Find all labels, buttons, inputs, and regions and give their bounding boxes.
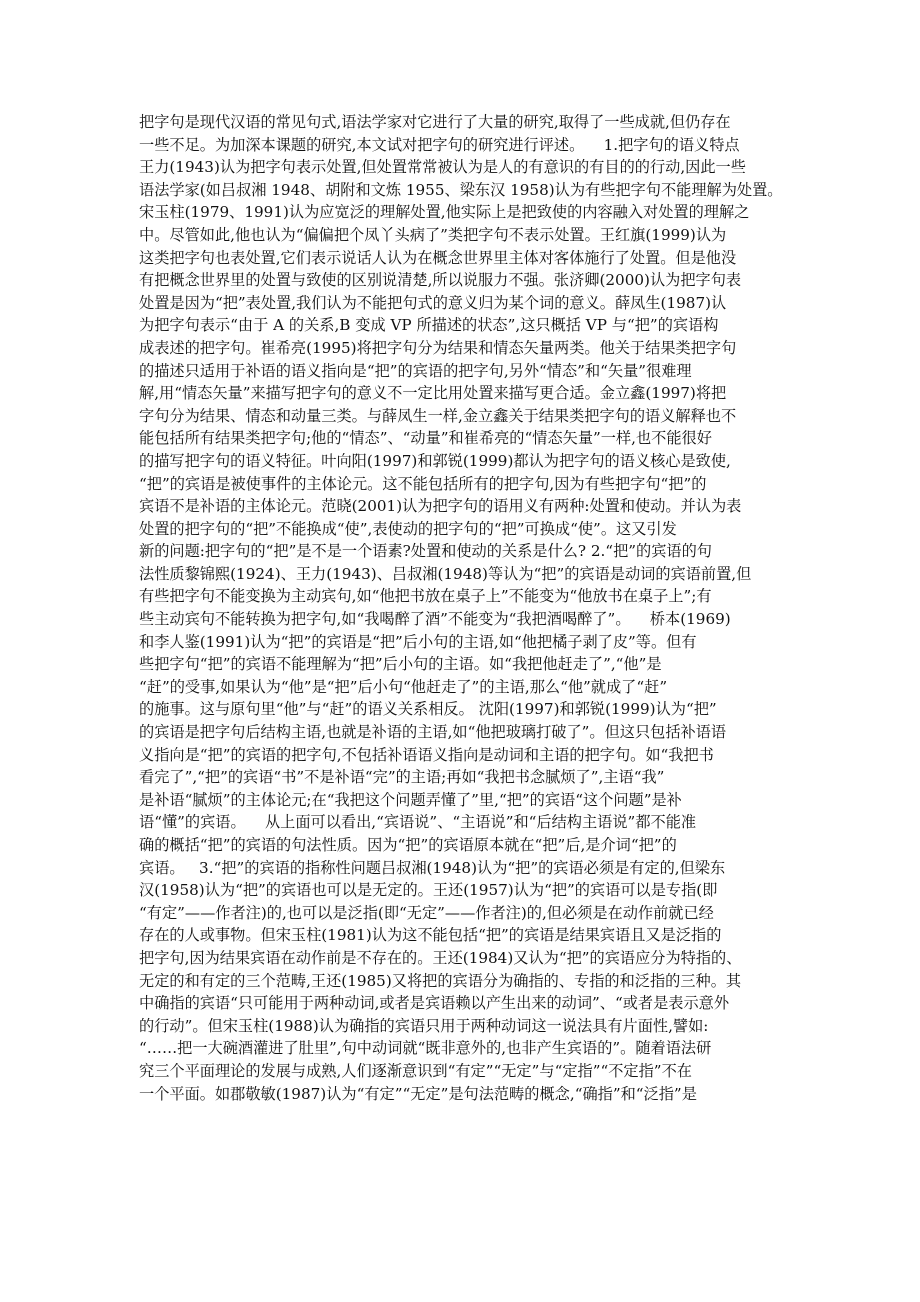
text-line: 字句分为结果、情态和动量三类。与薛凤生一样,金立鑫关于结果类把字句的语义解释也不 bbox=[139, 406, 737, 425]
text-line: 宋玉柱(1979、1991)认为应宽泛的理解处置,他实际上是把致使的内容融入对处置的理解之 bbox=[139, 203, 750, 222]
text-line: “赶”的受事,如果认为“他”是“把”后小句“他赶走了”的主语,那么“他”就成了“赶” bbox=[139, 677, 668, 696]
text-line: 究三个平面理论的发展与成熟,人们逐渐意识到“有定”“无定”与“定指”“不定指”不在 bbox=[139, 1061, 692, 1080]
text-line: 能包括所有结果类把字句;他的“情态”、“动量”和崔希亮的“情态矢量”一样,也不能很好 bbox=[139, 429, 712, 448]
text-line: 的施事。这与原句里“他”与“赶”的语义关系相反。 沈阳(1997)和郭锐(1999)认为“把” bbox=[139, 700, 717, 719]
text-line: “……把一大碗酒灌进了肚里”,句中动词就“既非意外的,也非产生宾语的”。随着语法研 bbox=[139, 1039, 712, 1058]
text-line: 的描述只适用于补语的语义指向是“把”的宾语的把字句,另外“情态”和“矢量”很难理 bbox=[139, 361, 692, 380]
text-line: 法性质黎锦熙(1924)、王力(1943)、吕叔湘(1948)等认为“把”的宾语是动词的宾语前置,但 bbox=[139, 564, 752, 583]
text-line: 语法学家(如吕叔湘 1948、胡附和文炼 1955、梁东汉 1958)认为有些把字句不能理解为处置。 bbox=[139, 180, 783, 199]
text-line: 一个平面。如郡敬敏(1987)认为“有定”“无定”是句法范畴的概念,“确指”和“泛指”是 bbox=[139, 1084, 697, 1103]
text-line: 看完了”,“把”的宾语“书”不是补语“完”的主语;再如“我把书念腻烦了”,主语“我” bbox=[139, 768, 665, 787]
body-text bbox=[139, 111, 789, 1105]
text-line: 中。尽管如此,他也认为“偏偏把个凤丫头病了”类把字句不表示处置。王红旗(1999)认为 bbox=[139, 225, 727, 244]
text-line: “把”的宾语是被使事件的主体论元。这不能包括所有的把字句,因为有些把字句“把”的 bbox=[139, 474, 707, 493]
text-line: “有定”——作者注)的,也可以是泛指(即“无定”——作者注)的,但必须是在动作前就已经 bbox=[139, 903, 714, 922]
text-line: 解,用“情态矢量”来描写把字句的意义不一定比用处置来描写更合适。金立鑫(1997)将把 bbox=[139, 384, 727, 403]
text-line: 这类把字句也表处置,它们表示说话人认为在概念世界里主体对客体施行了处置。但是他没 bbox=[139, 248, 737, 267]
text-line: 存在的人或事物。但宋玉柱(1981)认为这不能包括“把”的宾语是结果宾语且又是泛指的 bbox=[139, 926, 722, 945]
text-line: 新的问题:把字句的“把”是不是一个语素?处置和使动的关系是什么? 2.“把”的宾语的句 bbox=[139, 542, 712, 561]
text-line: 些把字句“把”的宾语不能理解为“把”后小句的主语。如“我把他赶走了”,“他”是 bbox=[139, 655, 662, 674]
text-line: 些主动宾句不能转换为把字句,如“我喝醉了酒”不能变为“我把酒喝醉了”。 桥本(1969) bbox=[139, 610, 731, 629]
text-line: 处置的把字句的“把”不能换成“使”,表使动的把字句的“把”可换成“使”。这又引发 bbox=[139, 519, 677, 538]
text-line: 无定的和有定的三个范畴,王还(1985)又将把的宾语分为确指的、专指的和泛指的三种。其 bbox=[139, 971, 742, 990]
text-line: 义指向是“把”的宾语的把字句,不包括补语语义指向是动词和主语的把字句。如“我把书 bbox=[139, 745, 714, 764]
text-line: 中确指的宾语“只可能用于两种动词,或者是宾语赖以产生出来的动词”、“或者是表示意外 bbox=[139, 994, 730, 1013]
text-line: 的行动”。但宋玉柱(1988)认为确指的宾语只用于两种动词这一说法具有片面性,譬如: bbox=[139, 1016, 709, 1035]
text-line: 是补语“腻烦”的主体论元;在“我把这个问题弄懂了”里,“把”的宾语“这个问题”是补 bbox=[139, 790, 682, 809]
text-line: 汉(1958)认为“把”的宾语也可以是无定的。王还(1957)认为“把”的宾语可以是专指(即 bbox=[139, 881, 718, 900]
text-line: 有些把字句不能变换为主动宾句,如“他把书放在桌子上”不能变为“他放书在桌子上”;有 bbox=[139, 587, 712, 606]
text-line: 语“懂”的宾语。 从上面可以看出,“宾语说”、“主语说”和“后结构主语说”都不能准 bbox=[139, 813, 697, 832]
text-line: 宾语不是补语的主体论元。范晓(2001)认为把字句的语用义有两种:处置和使动。并认为表 bbox=[139, 497, 742, 516]
text-line: 宾语。 3.“把”的宾语的指称性问题吕叔湘(1948)认为“把”的宾语必须是有定的,但梁东 bbox=[139, 858, 726, 877]
text-line: 和李人鉴(1991)认为“把”的宾语是“把”后小句的主语,如“他把橘子剥了皮”等。但有 bbox=[139, 632, 697, 651]
text-line: 为把字句表示“由于 A 的关系,B 变成 VP 所描述的状态”,这只概括 VP 与“把”的宾语构 bbox=[139, 316, 719, 335]
text-line: 确的概括“把”的宾语的句法性质。因为“把”的宾语原本就在“把”后,是介词“把”的 bbox=[139, 836, 677, 854]
text-line: 有把概念世界里的处置与致使的区别说清楚,所以说服力不强。张济卿(2000)认为把字句表 bbox=[139, 271, 742, 290]
text-line: 把字句是现代汉语的常见句式,语法学家对它进行了大量的研究,取得了一些成就,但仍存在 bbox=[139, 113, 731, 131]
text-line: 的宾语是把字句后结构主语,也就是补语的主语,如“他把玻璃打破了”。但这只包括补语语 bbox=[139, 723, 727, 742]
text-line: 把字句,因为结果宾语在动作前是不存在的。王还(1984)又认为“把”的宾语应分为特指的、 bbox=[139, 948, 742, 967]
text-line: 成表述的把字句。崔希亮(1995)将把字句分为结果和情态矢量两类。他关于结果类把字句 bbox=[139, 338, 737, 357]
text-line: 王力(1943)认为把字句表示处置,但处置常常被认为是人的有意识的有目的的行动,因此一些 bbox=[139, 158, 746, 177]
text-line: 处置是因为“把”表处置,我们认为不能把句式的意义归为某个词的意义。薛凤生(1987)认 bbox=[139, 293, 727, 312]
text-line: 一些不足。为加深本课题的研究,本文试对把字句的研究进行评述。 1.把字句的语义特点 bbox=[139, 135, 740, 154]
text-line: 的描写把字句的语义特征。叶向阳(1997)和郭锐(1999)都认为把字句的语义核心是致使, bbox=[139, 451, 731, 470]
